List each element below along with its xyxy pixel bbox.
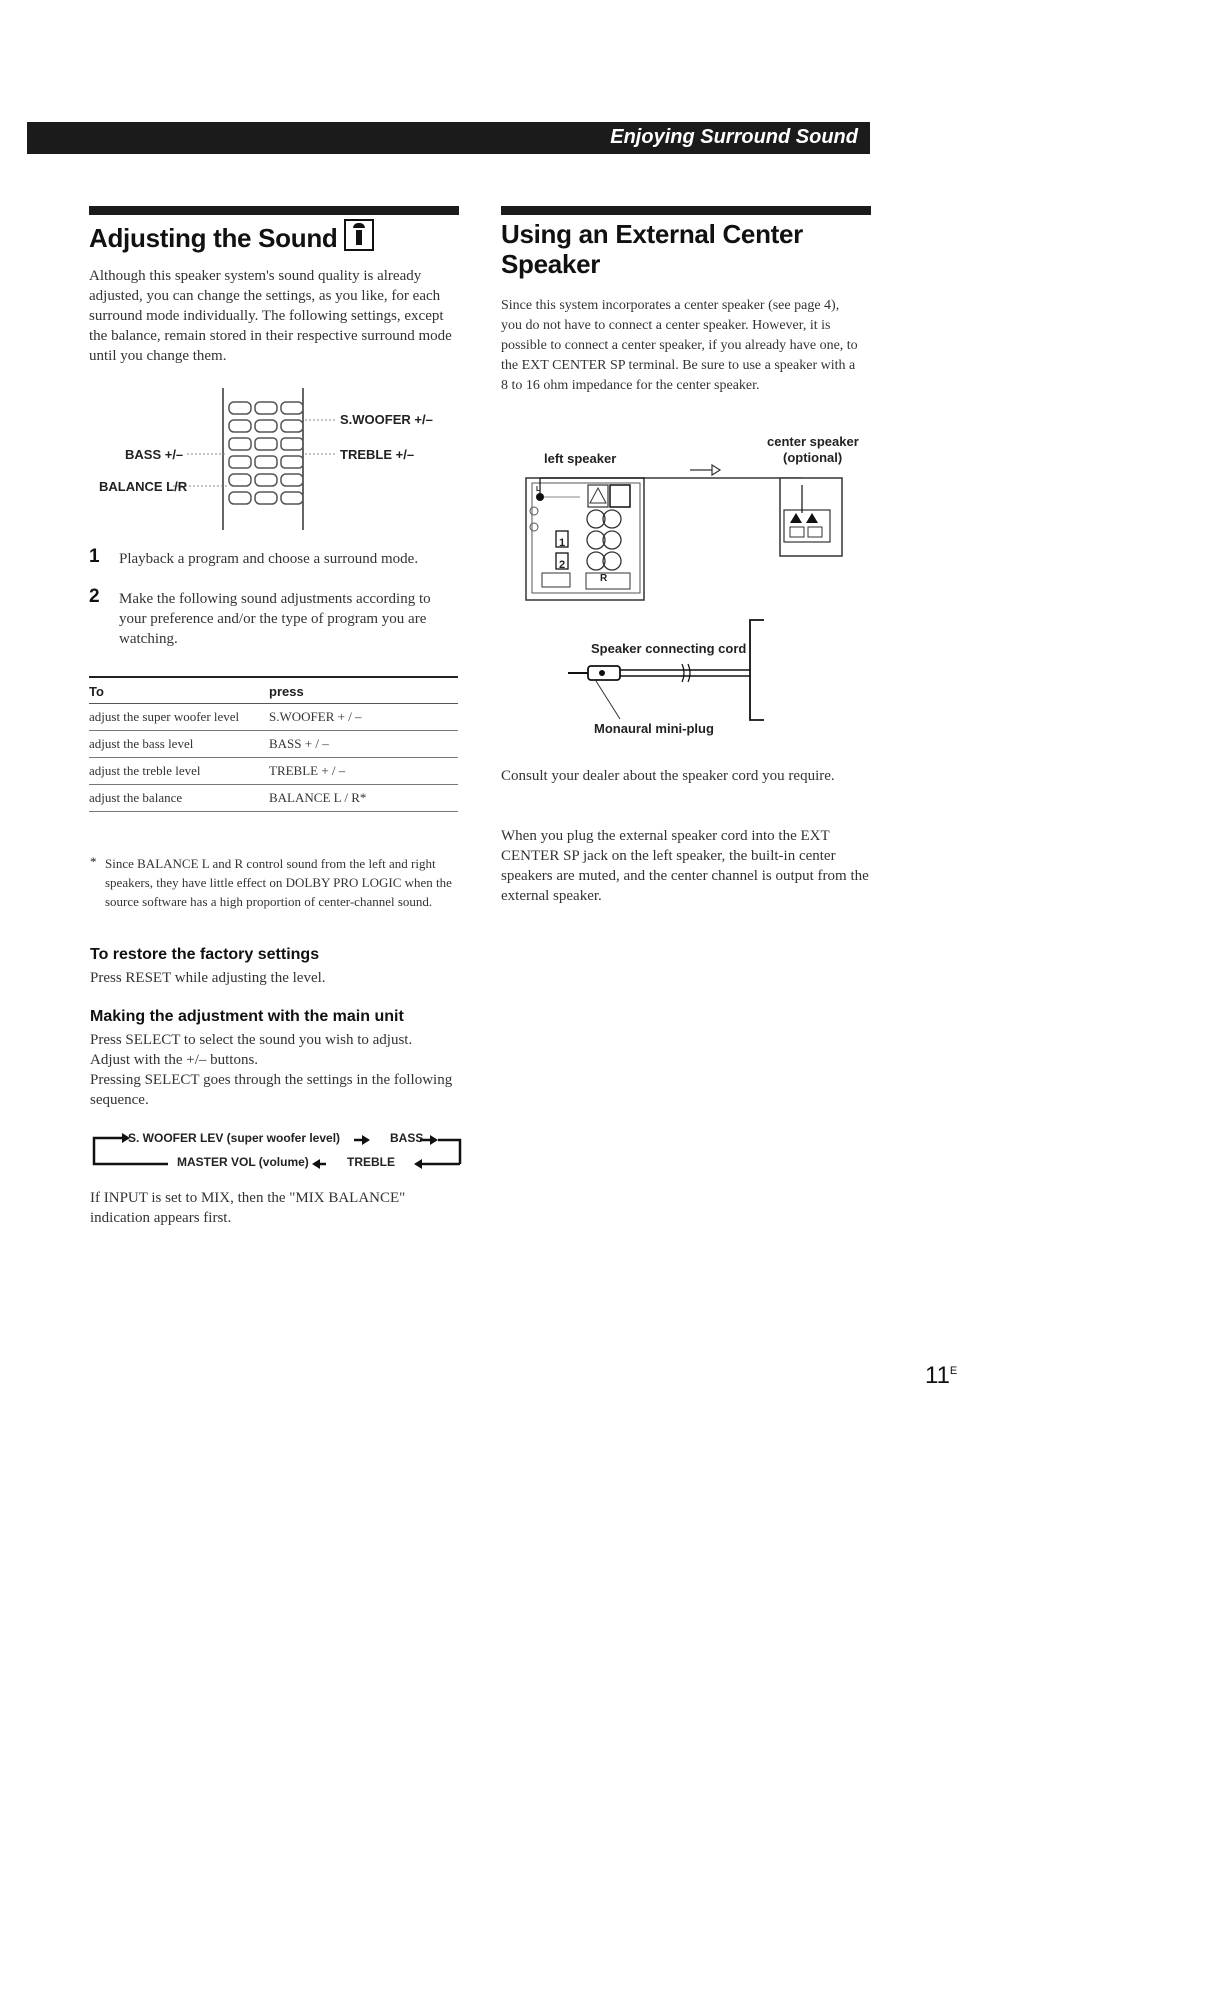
page-number-suffix: E xyxy=(949,1365,958,1377)
center-speaker-label: center speaker xyxy=(767,434,859,449)
column-header: To xyxy=(89,677,269,704)
table-cell: adjust the balance xyxy=(89,785,269,812)
main-unit-line-2: Adjust with the +/– buttons. xyxy=(90,1052,259,1068)
sequence-bass: BASS xyxy=(390,1131,424,1145)
table-cell: BASS + / – xyxy=(269,731,458,758)
table-row xyxy=(89,704,458,731)
page-number-value: 11 xyxy=(925,1362,950,1389)
panel-2-mark: 2 xyxy=(559,559,566,571)
column-header: press xyxy=(269,677,458,704)
left-section-rule xyxy=(89,206,459,215)
table-cell: BALANCE L / R* xyxy=(269,785,458,812)
section-header-bar xyxy=(27,122,870,154)
sequence-swoofer: S. WOOFER LEV (super woofer level) xyxy=(128,1131,341,1145)
panel-l-mark: L xyxy=(536,486,541,493)
adjustment-table xyxy=(89,676,458,812)
right-section-rule xyxy=(501,206,871,215)
table-cell: adjust the super woofer level xyxy=(89,704,269,731)
table-cell: adjust the treble level xyxy=(89,758,269,785)
table-row xyxy=(89,785,458,812)
consult-text: Consult your dealer about the speaker cord you require. xyxy=(501,768,835,784)
plug-note: When you plug the external speaker cord into the EXT CENTER SP jack on the left speaker, the built-in center speakers are muted, and the center channel is output from the external speaker. xyxy=(501,828,869,904)
table-row xyxy=(89,758,458,785)
factory-heading: To restore the factory settings xyxy=(90,946,320,963)
table-header-row xyxy=(89,677,458,704)
swoofer-label: S.WOOFER +/– xyxy=(340,412,433,427)
adjusting-sound-title: Adjusting the Sound xyxy=(89,223,338,253)
left-section-title xyxy=(89,219,374,253)
main-unit-line-1: Press SELECT to select the sound you wish to adjust. xyxy=(90,1032,413,1048)
sequence-master-vol: MASTER VOL (volume) xyxy=(177,1155,309,1169)
right-intro: Since this system incorporates a center speaker (see page 4), you do not have to connect a center speaker. However, it is possible to connect a center speaker, if you already have one, to the EXT CENTER SP terminal. Be sure to use a speaker with a 8 to 16 ohm impedance for the center speaker. xyxy=(501,298,858,393)
optional-label: (optional) xyxy=(783,450,843,465)
right-section-title-line2: Speaker xyxy=(501,249,601,279)
step-number: 2 xyxy=(89,586,100,607)
table-row xyxy=(89,731,458,758)
cord-label: Speaker connecting cord xyxy=(591,641,747,656)
mix-note: If INPUT is set to MIX, then the "MIX BALANCE" indication appears first. xyxy=(90,1190,406,1226)
table-cell: S.WOOFER + / – xyxy=(269,704,458,731)
table-cell: TREBLE + / – xyxy=(269,758,458,785)
remote-operation-icon xyxy=(344,219,374,251)
panel-r-mark: R xyxy=(600,573,608,584)
table-cell: adjust the bass level xyxy=(89,731,269,758)
bass-label: BASS +/– xyxy=(125,447,184,462)
section-title: Enjoying Surround Sound xyxy=(610,126,858,148)
step-number: 1 xyxy=(89,546,100,567)
sequence-treble: TREBLE xyxy=(347,1155,395,1169)
treble-label: TREBLE +/– xyxy=(340,447,415,462)
panel-1-mark: 1 xyxy=(559,537,566,549)
main-unit-heading: Making the adjustment with the main unit xyxy=(90,1008,404,1025)
left-speaker-label: left speaker xyxy=(544,451,617,466)
step-text: Make the following sound adjustments according to your preference and/or the type of program you are watching. xyxy=(119,591,431,647)
step-text: Playback a program and choose a surround mode. xyxy=(119,551,419,567)
page-number xyxy=(925,1362,957,1390)
speaker-connection-diagram xyxy=(520,455,860,765)
balance-label: BALANCE L/R xyxy=(99,479,188,494)
left-intro: Although this speaker system's sound quality is already adjusted, you can change the settings, as you like, for each surround mode individually. The following settings, except the balance, remain stored in their respective surround mode until you change them. xyxy=(89,268,452,364)
main-unit-line-3: Pressing SELECT goes through the settings in the following sequence. xyxy=(90,1072,453,1108)
right-section-title-line1: Using an External Center xyxy=(501,219,803,249)
footnote-mark: * xyxy=(90,854,97,869)
plug-label: Monaural mini-plug xyxy=(594,721,714,736)
footnote: Since BALANCE L and R control sound from the left and right speakers, they have little effect on DOLBY PRO LOGIC when the source software has a high proportion of center-channel sound. xyxy=(105,856,452,909)
factory-text: Press RESET while adjusting the level. xyxy=(90,970,326,986)
